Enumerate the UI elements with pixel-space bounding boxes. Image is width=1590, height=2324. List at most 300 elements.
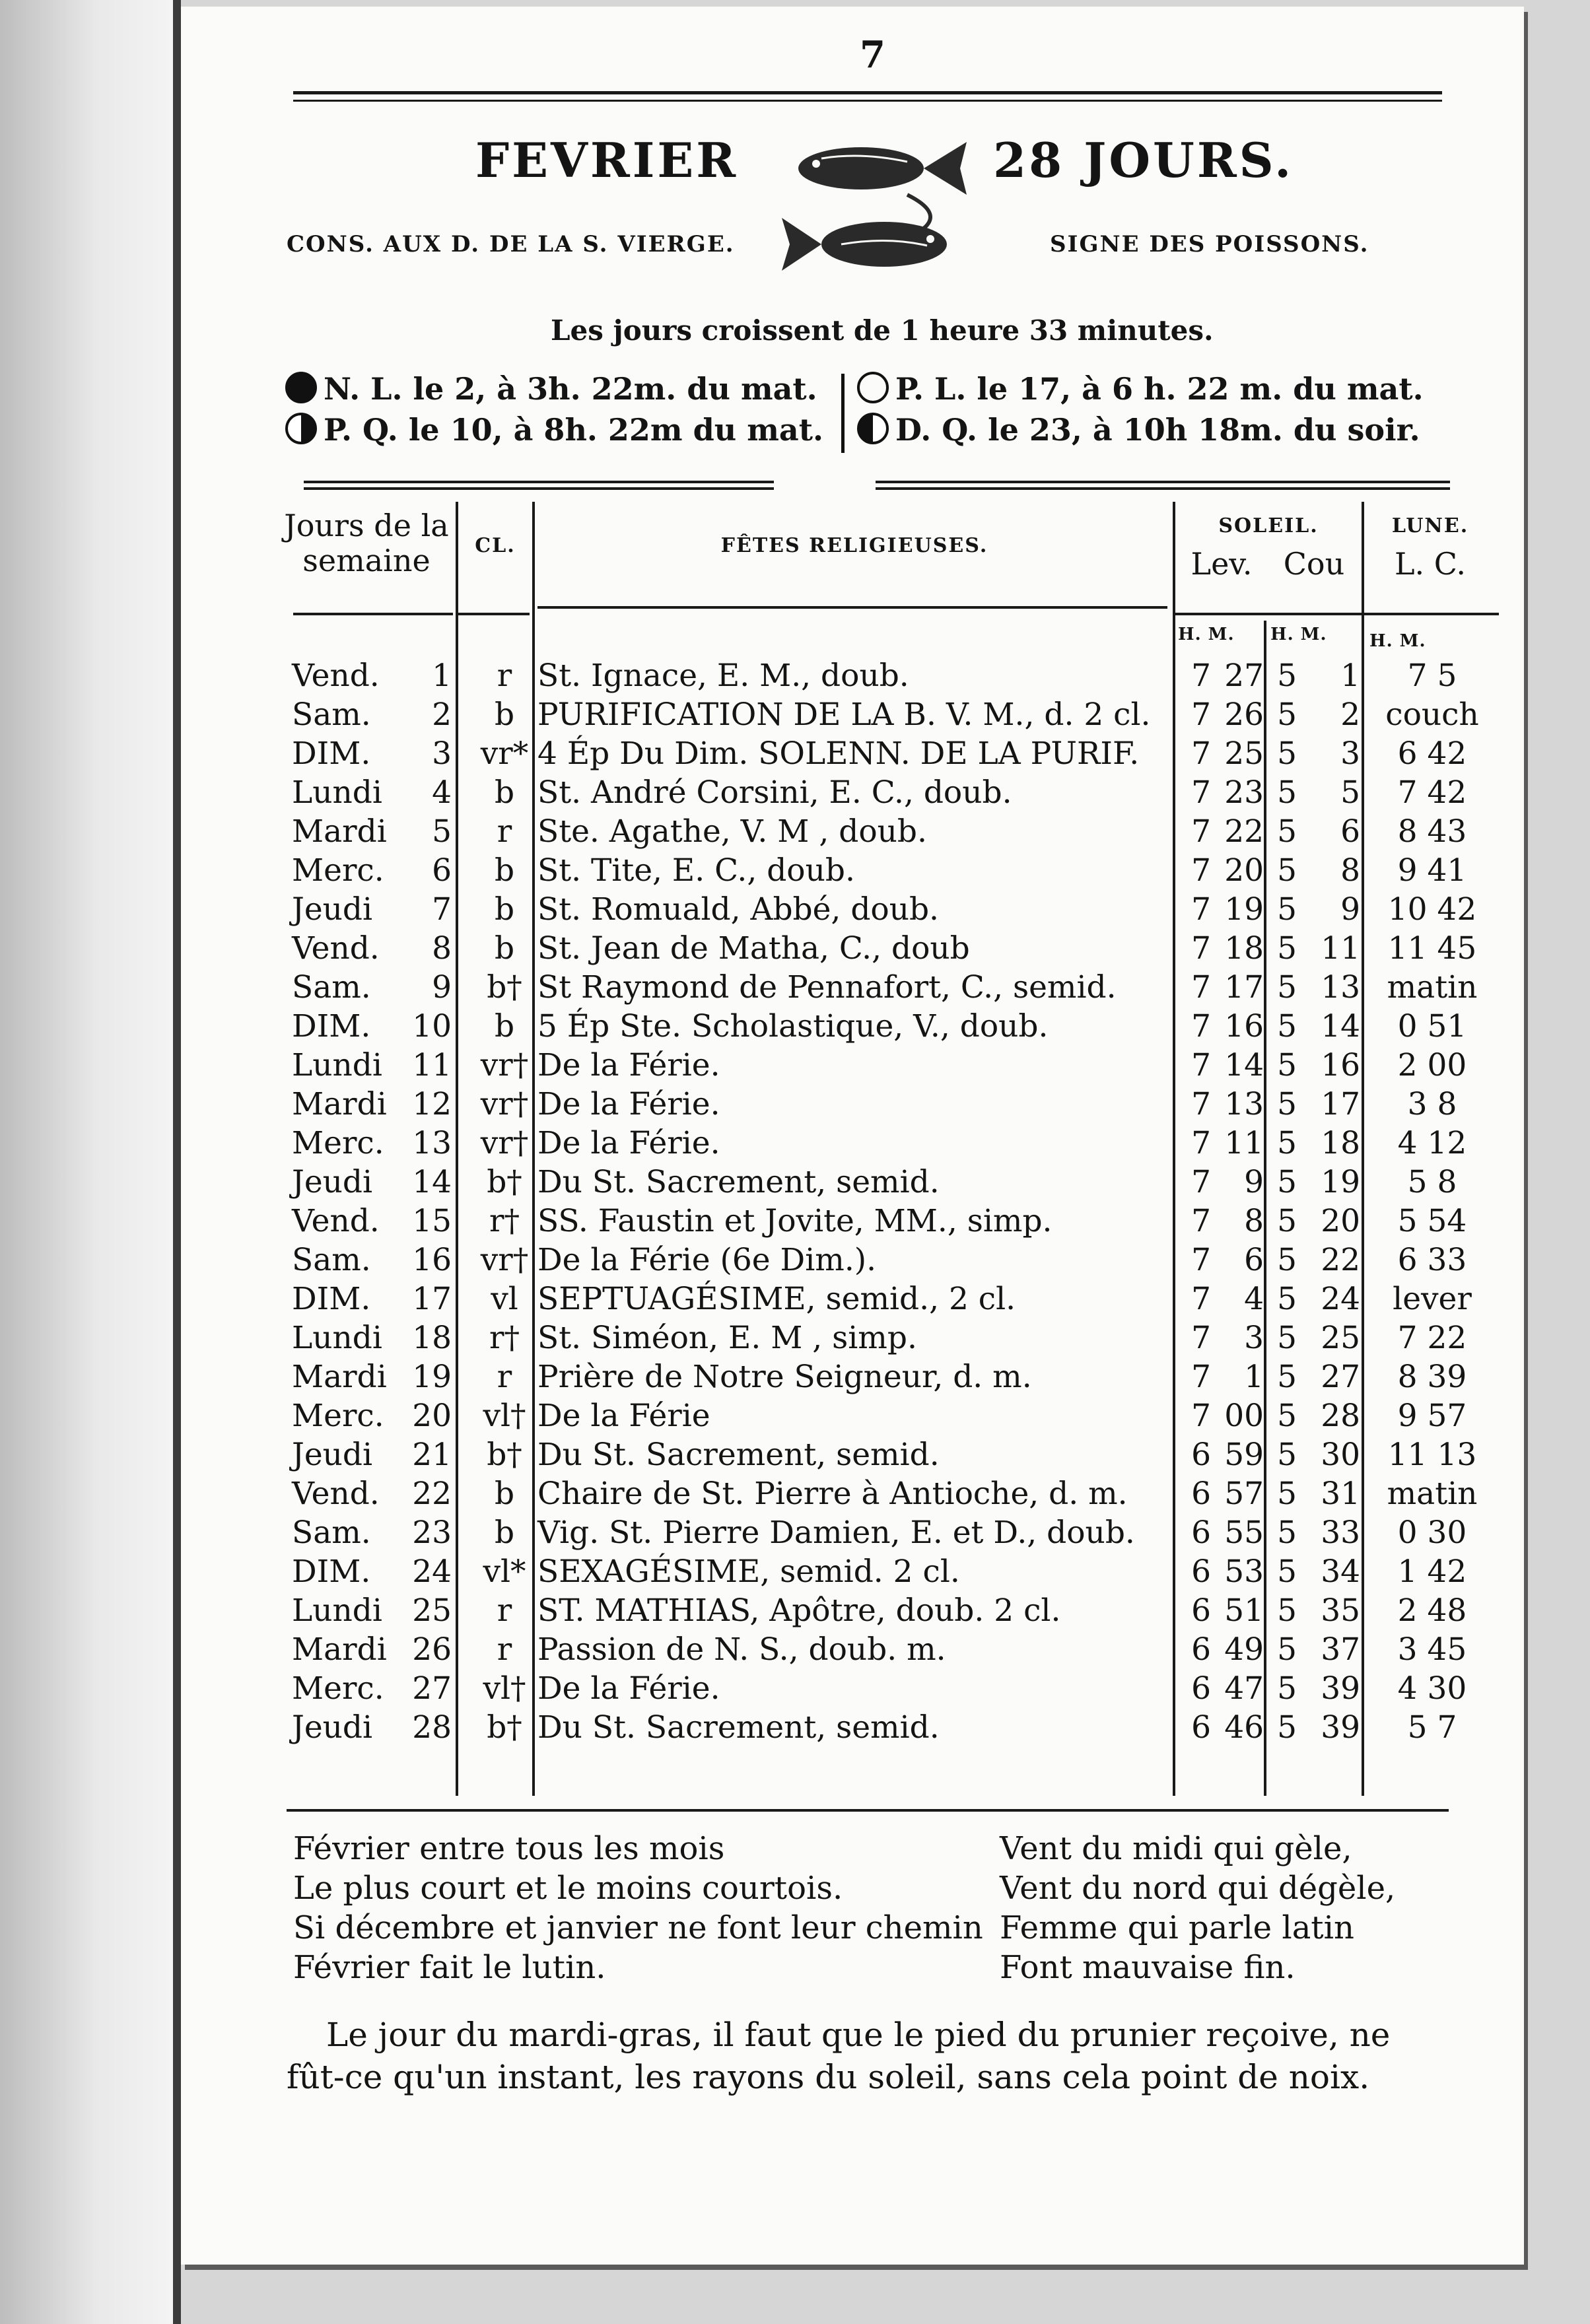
- moon-time: 5 7: [1407, 1709, 1457, 1746]
- feast-name: Du St. Sacrement, semid.: [537, 1709, 940, 1746]
- sunrise-hour: 7: [1191, 969, 1211, 1006]
- sunrise-hour: 6: [1191, 1670, 1211, 1707]
- sunrise-minute: 9: [1244, 1164, 1264, 1200]
- sunset-hour: 5: [1277, 1515, 1297, 1551]
- day-number: 8: [432, 930, 452, 967]
- day-name: Merc.: [292, 1125, 384, 1161]
- sunrise-hour: 7: [1191, 813, 1211, 850]
- units-coucher: H. M.: [1270, 625, 1327, 644]
- sunrise-hour: 7: [1191, 1164, 1211, 1200]
- sunrise-hour: 7: [1191, 1086, 1211, 1122]
- sunrise-hour: 7: [1191, 1047, 1211, 1083]
- day-number: 9: [432, 969, 452, 1006]
- sunrise-hour: 7: [1191, 1320, 1211, 1356]
- liturgical-class: r: [497, 813, 512, 850]
- table-row: [181, 773, 1524, 812]
- liturgical-class: b: [494, 1008, 515, 1044]
- liturgical-class: r: [497, 658, 512, 694]
- day-name: Merc.: [292, 852, 384, 889]
- day-number: 7: [432, 891, 452, 928]
- liturgical-class: vr†: [480, 1242, 529, 1278]
- verse-line: Vent du nord qui dégèle,: [1000, 1870, 1396, 1907]
- moon-time: matin: [1387, 969, 1478, 1006]
- header-underline: [1175, 613, 1499, 615]
- table-row: [181, 1007, 1524, 1046]
- sunset-minute: 35: [1321, 1592, 1360, 1629]
- sunset-hour: 5: [1277, 1320, 1297, 1356]
- verse-left: [293, 1829, 983, 1987]
- feast-name: De la Férie: [537, 1398, 710, 1434]
- sunrise-hour: 7: [1191, 1242, 1211, 1278]
- sunset-minute: 11: [1321, 930, 1360, 967]
- sunset-minute: 2: [1340, 697, 1360, 733]
- table-row: [181, 1085, 1524, 1124]
- header-underline: [458, 613, 530, 615]
- day-number: 14: [412, 1164, 452, 1200]
- liturgical-class: b: [494, 891, 515, 928]
- sunrise-minute: 3: [1244, 1320, 1264, 1356]
- sunset-hour: 5: [1277, 813, 1297, 850]
- units-lune: H. M.: [1369, 631, 1426, 651]
- last-quarter-text: D. Q. le 23, à 10h 18m. du soir.: [895, 412, 1420, 448]
- day-number: 1: [432, 658, 452, 694]
- liturgical-class: vl†: [483, 1670, 526, 1707]
- sunrise-minute: 46: [1224, 1709, 1264, 1746]
- liturgical-class: vl: [491, 1281, 518, 1317]
- moon-time: 5 54: [1397, 1203, 1467, 1239]
- sunrise-hour: 7: [1191, 1203, 1211, 1239]
- day-name: Vend.: [292, 1203, 380, 1239]
- sunrise-hour: 7: [1191, 930, 1211, 967]
- day-name: Jeudi: [292, 1437, 373, 1473]
- moon-time: 0 51: [1397, 1008, 1467, 1044]
- table-row: [181, 890, 1524, 929]
- table-row: [181, 656, 1524, 695]
- sunrise-minute: 59: [1224, 1437, 1264, 1473]
- day-name: Lundi: [292, 1047, 382, 1083]
- sunrise-minute: 53: [1224, 1554, 1264, 1590]
- liturgical-class: vr*: [480, 735, 529, 772]
- feast-name: Vig. St. Pierre Damien, E. et D., doub.: [537, 1515, 1135, 1551]
- full-moon-text: P. L. le 17, à 6 h. 22 m. du mat.: [895, 371, 1424, 407]
- liturgical-class: r†: [489, 1203, 520, 1239]
- day-name: Sam.: [292, 697, 371, 733]
- sunset-minute: 18: [1321, 1125, 1360, 1161]
- table-row: [181, 1669, 1524, 1708]
- header-underline: [537, 606, 1167, 609]
- table-row: [181, 1435, 1524, 1474]
- day-name: DIM.: [292, 1008, 371, 1044]
- bottom-rule: [287, 1809, 1449, 1812]
- header-days: Jours de la semaine: [284, 508, 449, 578]
- table-row: [181, 968, 1524, 1007]
- verse-line: Font mauvaise fin.: [1000, 1949, 1296, 1986]
- feast-name: Passion de N. S., doub. m.: [537, 1631, 946, 1668]
- day-name: Lundi: [292, 1320, 382, 1356]
- moon-time: 1 42: [1397, 1554, 1467, 1590]
- verse-line: Février entre tous les mois: [293, 1830, 725, 1867]
- phase-last-quarter: [857, 412, 1420, 448]
- feast-name: 4 Ép Du Dim. SOLENN. DE LA PURIF.: [537, 735, 1140, 772]
- day-number: 10: [412, 1008, 452, 1044]
- day-name: Lundi: [292, 774, 382, 811]
- day-number: 25: [412, 1592, 452, 1629]
- full-moon-icon: [857, 372, 889, 403]
- sunset-minute: 39: [1321, 1670, 1360, 1707]
- sunrise-hour: 6: [1191, 1515, 1211, 1551]
- sunset-hour: 5: [1277, 735, 1297, 772]
- moon-time: 8 39: [1397, 1359, 1467, 1395]
- sunset-minute: 24: [1321, 1281, 1360, 1317]
- sunrise-minute: 26: [1224, 697, 1264, 733]
- units-lever: H. M.: [1178, 625, 1235, 644]
- table-row: [181, 812, 1524, 851]
- day-number: 23: [412, 1515, 452, 1551]
- day-name: Vend.: [292, 930, 380, 967]
- day-name: DIM.: [292, 735, 371, 772]
- day-name: Lundi: [292, 1592, 382, 1629]
- feast-name: SEPTUAGÉSIME, semid., 2 cl.: [537, 1281, 1016, 1317]
- liturgical-class: b†: [487, 1164, 522, 1200]
- day-number: 20: [412, 1398, 452, 1434]
- feast-name: De la Férie.: [537, 1125, 720, 1161]
- sunset-hour: 5: [1277, 1086, 1297, 1122]
- feast-name: St Raymond de Pennafort, C., semid.: [537, 969, 1117, 1006]
- sunset-minute: 17: [1321, 1086, 1360, 1122]
- liturgical-class: b†: [487, 969, 522, 1006]
- day-name: Mardi: [292, 1631, 387, 1668]
- first-quarter-icon: [285, 413, 317, 444]
- sunrise-hour: 6: [1191, 1709, 1211, 1746]
- proverb-text: Le jour du mardi-gras, il faut que le pied du prunier reçoive, ne fût-ce qu'un instant, les rayons du soleil, sans cela point de noix.: [287, 2016, 1391, 2096]
- table-row: [181, 1552, 1524, 1591]
- sunset-hour: 5: [1277, 891, 1297, 928]
- sunrise-minute: 13: [1224, 1086, 1264, 1122]
- moon-time: 0 30: [1397, 1515, 1467, 1551]
- liturgical-class: vr†: [480, 1047, 529, 1083]
- moon-time: 3 45: [1397, 1631, 1467, 1668]
- verse-line: Le plus court et le moins courtois.: [293, 1870, 843, 1907]
- day-name: Vend.: [292, 1476, 380, 1512]
- liturgical-class: b: [494, 1476, 515, 1512]
- table-row: [181, 695, 1524, 734]
- feast-name: Ste. Agathe, V. M , doub.: [537, 813, 927, 850]
- verse-line: Femme qui parle latin: [1000, 1909, 1354, 1946]
- header-lc: L. C.: [1395, 546, 1466, 582]
- sunrise-hour: 7: [1191, 1398, 1211, 1434]
- scan-left-margin: [0, 0, 177, 2324]
- sunrise-minute: 00: [1224, 1398, 1264, 1434]
- sunrise-minute: 22: [1224, 813, 1264, 850]
- sunset-hour: 5: [1277, 852, 1297, 889]
- sunset-minute: 31: [1321, 1476, 1360, 1512]
- verse-line: Février fait le lutin.: [293, 1949, 606, 1986]
- moon-time: matin: [1387, 1476, 1478, 1512]
- day-number: 2: [432, 697, 452, 733]
- day-number: 21: [412, 1437, 452, 1473]
- moon-time: 3 8: [1407, 1086, 1457, 1122]
- feast-name: Chaire de St. Pierre à Antioche, d. m.: [537, 1476, 1128, 1512]
- first-quarter-text: P. Q. le 10, à 8h. 22m du mat.: [324, 412, 823, 448]
- sunrise-minute: 6: [1244, 1242, 1264, 1278]
- feast-name: ST. MATHIAS, Apôtre, doub. 2 cl.: [537, 1592, 1061, 1629]
- moon-time: 2 00: [1397, 1047, 1467, 1083]
- day-number: 22: [412, 1476, 452, 1512]
- day-number: 4: [432, 774, 452, 811]
- day-length-note: Les jours croissent de 1 heure 33 minutes.: [551, 314, 1214, 347]
- sunset-minute: 14: [1321, 1008, 1360, 1044]
- sunrise-minute: 17: [1224, 969, 1264, 1006]
- day-name: Merc.: [292, 1670, 384, 1707]
- verse-right: [1000, 1829, 1395, 1987]
- new-moon-text: N. L. le 2, à 3h. 22m. du mat.: [324, 371, 817, 407]
- liturgical-class: b: [494, 697, 515, 733]
- liturgical-class: b: [494, 1515, 515, 1551]
- moon-time: 7 5: [1407, 658, 1457, 694]
- sunset-hour: 5: [1277, 1359, 1297, 1395]
- table-row: [181, 1396, 1524, 1435]
- page-number: 7: [860, 33, 885, 77]
- liturgical-class: b†: [487, 1709, 522, 1746]
- sunrise-hour: 7: [1191, 1125, 1211, 1161]
- liturgical-class: vl†: [483, 1398, 526, 1434]
- sunset-hour: 5: [1277, 969, 1297, 1006]
- moon-time: 4 12: [1397, 1125, 1467, 1161]
- day-name: Merc.: [292, 1398, 384, 1434]
- feast-name: De la Férie (6e Dim.).: [537, 1242, 877, 1278]
- liturgical-class: r†: [489, 1320, 520, 1356]
- sunrise-hour: 7: [1191, 774, 1211, 811]
- feast-name: St. Romuald, Abbé, doub.: [537, 891, 939, 928]
- sunset-minute: 8: [1340, 852, 1360, 889]
- moon-time: 6 42: [1397, 735, 1467, 772]
- sunset-hour: 5: [1277, 1709, 1297, 1746]
- liturgical-class: r: [497, 1631, 512, 1668]
- day-number: 15: [412, 1203, 452, 1239]
- phase-separator: [841, 374, 845, 453]
- moon-time: 11 13: [1387, 1437, 1477, 1473]
- day-name: Sam.: [292, 969, 371, 1006]
- phase-new-moon: [285, 371, 817, 407]
- book-spine: [173, 0, 181, 2324]
- liturgical-class: vr†: [480, 1125, 529, 1161]
- sunset-hour: 5: [1277, 1164, 1297, 1200]
- header-lever: Lev.: [1191, 546, 1253, 582]
- header-lune: LUNE.: [1391, 514, 1469, 537]
- header-class: CL.: [475, 534, 516, 557]
- phase-first-quarter: [285, 412, 823, 448]
- feast-name: Du St. Sacrement, semid.: [537, 1437, 940, 1473]
- sunset-minute: 34: [1321, 1554, 1360, 1590]
- almanac-page: [181, 7, 1524, 2265]
- day-number: 5: [432, 813, 452, 850]
- sunset-minute: 13: [1321, 969, 1360, 1006]
- liturgical-class: b†: [487, 1437, 522, 1473]
- new-moon-icon: [285, 372, 317, 403]
- header-feasts: FÊTES RELIGIEUSES.: [720, 534, 988, 557]
- day-name: Mardi: [292, 813, 387, 850]
- sunrise-hour: 6: [1191, 1631, 1211, 1668]
- day-name: Sam.: [292, 1242, 371, 1278]
- feast-name: Prière de Notre Seigneur, d. m.: [537, 1359, 1032, 1395]
- pisces-fish-icon: [775, 132, 973, 290]
- sunrise-hour: 7: [1191, 697, 1211, 733]
- sunset-hour: 5: [1277, 1008, 1297, 1044]
- sunrise-minute: 18: [1224, 930, 1264, 967]
- sunset-hour: 5: [1277, 1670, 1297, 1707]
- liturgical-class: vr†: [480, 1086, 529, 1122]
- sunset-minute: 9: [1340, 891, 1360, 928]
- day-number: 24: [412, 1554, 452, 1590]
- table-row: [181, 1280, 1524, 1318]
- sunset-minute: 30: [1321, 1437, 1360, 1473]
- sunset-hour: 5: [1277, 1047, 1297, 1083]
- day-number: 6: [432, 852, 452, 889]
- day-name: Sam.: [292, 1515, 371, 1551]
- sunset-hour: 5: [1277, 1554, 1297, 1590]
- sunrise-minute: 16: [1224, 1008, 1264, 1044]
- liturgical-class: b: [494, 930, 515, 967]
- table-row: [181, 1202, 1524, 1241]
- day-number: 13: [412, 1125, 452, 1161]
- table-row: [181, 1241, 1524, 1280]
- moon-time: 4 30: [1397, 1670, 1467, 1707]
- sunrise-minute: 47: [1224, 1670, 1264, 1707]
- moon-time: 7 22: [1397, 1320, 1467, 1356]
- sunset-minute: 39: [1321, 1709, 1360, 1746]
- sunrise-minute: 23: [1224, 774, 1264, 811]
- sunrise-hour: 7: [1191, 1008, 1211, 1044]
- sunset-hour: 5: [1277, 658, 1297, 694]
- moon-time: 9 57: [1397, 1398, 1467, 1434]
- sunrise-minute: 20: [1224, 852, 1264, 889]
- table-row: [181, 1046, 1524, 1085]
- table-row: [181, 1163, 1524, 1202]
- day-number: 16: [412, 1242, 452, 1278]
- day-number: 11: [412, 1047, 452, 1083]
- header-coucher: Cou: [1283, 546, 1345, 582]
- sunset-minute: 20: [1321, 1203, 1360, 1239]
- sunset-minute: 25: [1321, 1320, 1360, 1356]
- sunrise-hour: 7: [1191, 852, 1211, 889]
- sunrise-hour: 6: [1191, 1554, 1211, 1590]
- table-row: [181, 1513, 1524, 1552]
- sunrise-minute: 8: [1244, 1203, 1264, 1239]
- day-name: Jeudi: [292, 1709, 373, 1746]
- day-name: Mardi: [292, 1086, 387, 1122]
- sunset-hour: 5: [1277, 1242, 1297, 1278]
- sunset-minute: 22: [1321, 1242, 1360, 1278]
- feast-name: De la Férie.: [537, 1086, 720, 1122]
- sunset-hour: 5: [1277, 697, 1297, 733]
- sunset-hour: 5: [1277, 1398, 1297, 1434]
- feast-name: St. Siméon, E. M , simp.: [537, 1320, 917, 1356]
- sunset-hour: 5: [1277, 1476, 1297, 1512]
- last-quarter-icon: [857, 413, 889, 444]
- day-number: 28: [412, 1709, 452, 1746]
- sunset-minute: 16: [1321, 1047, 1360, 1083]
- feast-name: St. Jean de Matha, C., doub: [537, 930, 970, 967]
- table-row: [181, 851, 1524, 890]
- moon-time: 9 41: [1397, 852, 1467, 889]
- day-number: 19: [412, 1359, 452, 1395]
- header-underline: [293, 613, 453, 615]
- days-count: 28 JOURS.: [993, 132, 1294, 188]
- table-row: [181, 929, 1524, 968]
- sunrise-hour: 7: [1191, 891, 1211, 928]
- sunrise-minute: 55: [1224, 1515, 1264, 1551]
- day-number: 26: [412, 1631, 452, 1668]
- day-number: 12: [412, 1086, 452, 1122]
- day-name: Jeudi: [292, 1164, 373, 1200]
- table-row: [181, 1318, 1524, 1357]
- day-name: Mardi: [292, 1359, 387, 1395]
- day-number: 27: [412, 1670, 452, 1707]
- moon-time: 11 45: [1387, 930, 1477, 967]
- moon-time: 6 33: [1397, 1242, 1467, 1278]
- sunrise-hour: 7: [1191, 1281, 1211, 1317]
- table-rule-right: [876, 481, 1450, 490]
- moon-time: 7 42: [1397, 774, 1467, 811]
- sunrise-hour: 6: [1191, 1592, 1211, 1629]
- sunrise-minute: 1: [1244, 1359, 1264, 1395]
- table-row: [181, 1630, 1524, 1669]
- top-rule: [293, 91, 1442, 102]
- liturgical-class: vl*: [483, 1554, 526, 1590]
- zodiac-sign: SIGNE DES POISSONS.: [1050, 231, 1369, 257]
- sunrise-minute: 27: [1224, 658, 1264, 694]
- feast-name: St. André Corsini, E. C., doub.: [537, 774, 1012, 811]
- sunrise-minute: 11: [1224, 1125, 1264, 1161]
- month-title: FEVRIER: [475, 132, 739, 188]
- sunset-hour: 5: [1277, 1437, 1297, 1473]
- table-row: [181, 1591, 1524, 1630]
- sunrise-hour: 7: [1191, 735, 1211, 772]
- sunrise-minute: 19: [1224, 891, 1264, 928]
- table-row: [181, 1474, 1524, 1513]
- sunset-minute: 1: [1340, 658, 1360, 694]
- moon-time: lever: [1393, 1281, 1472, 1317]
- moon-time: 8 43: [1397, 813, 1467, 850]
- sunrise-hour: 7: [1191, 1359, 1211, 1395]
- sunset-hour: 5: [1277, 1592, 1297, 1629]
- sunrise-hour: 6: [1191, 1437, 1211, 1473]
- table-row: [181, 734, 1524, 773]
- feast-name: SS. Faustin et Jovite, MM., simp.: [537, 1203, 1053, 1239]
- day-number: 3: [432, 735, 452, 772]
- day-number: 17: [412, 1281, 452, 1317]
- sunset-hour: 5: [1277, 774, 1297, 811]
- feast-name: SEXAGÉSIME, semid. 2 cl.: [537, 1554, 960, 1590]
- table-rule-left: [304, 481, 774, 490]
- sunset-hour: 5: [1277, 1203, 1297, 1239]
- sunset-minute: 6: [1340, 813, 1360, 850]
- moon-time: 5 8: [1407, 1164, 1457, 1200]
- feast-name: 5 Ép Ste. Scholastique, V., doub.: [537, 1008, 1049, 1044]
- sunset-hour: 5: [1277, 1281, 1297, 1317]
- sunset-hour: 5: [1277, 930, 1297, 967]
- day-name: DIM.: [292, 1281, 371, 1317]
- sunset-minute: 3: [1340, 735, 1360, 772]
- day-name: Vend.: [292, 658, 380, 694]
- feast-name: De la Férie.: [537, 1047, 720, 1083]
- sunset-hour: 5: [1277, 1125, 1297, 1161]
- sunset-minute: 33: [1321, 1515, 1360, 1551]
- feast-name: St. Ignace, E. M., doub.: [537, 658, 909, 694]
- liturgical-class: r: [497, 1359, 512, 1395]
- feast-name: Du St. Sacrement, semid.: [537, 1164, 940, 1200]
- table-row: [181, 1124, 1524, 1163]
